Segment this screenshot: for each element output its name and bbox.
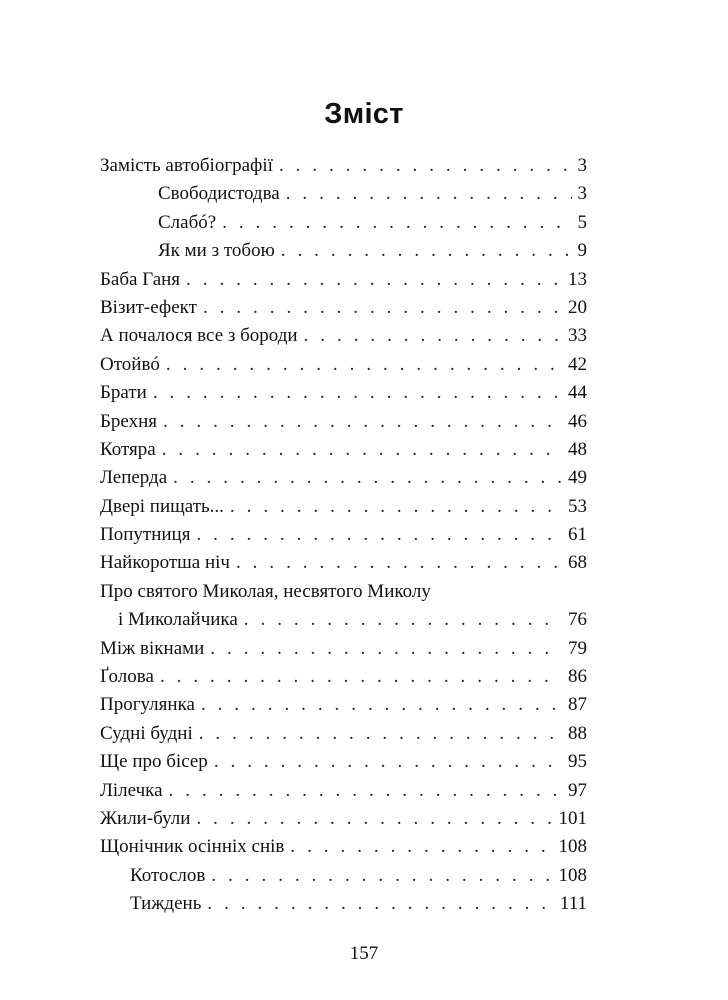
dot-leader [196,805,552,833]
toc-entry-title: Як ми з тобою [158,240,275,262]
toc-entry [100,663,587,691]
toc-entry-page: 5 [577,211,587,233]
toc-entry-page: 76 [568,609,587,631]
toc-entry-title: Леперда [100,467,168,489]
toc-entry [100,464,587,492]
toc-entry-page: 79 [568,637,587,659]
dot-leader [210,635,562,663]
dot-leader [281,237,572,265]
toc-entry-title: Прогулянка [100,694,195,716]
dot-leader [290,833,552,861]
toc-entry-page: 3 [577,183,587,205]
dot-leader [163,408,562,436]
toc-entry-title: Судні будні [100,722,193,744]
toc-entry-page: 61 [568,524,587,546]
toc-entry-page: 87 [568,694,587,716]
toc-entry-title: Баба Ганя [100,268,181,290]
toc-entry-title: Двері пищать... [100,495,224,517]
toc-entry-title: Найкоротша ніч [100,552,230,574]
toc-entry [100,351,587,379]
dot-leader [196,521,562,549]
dot-leader [286,180,572,208]
toc-entry-page: 9 [577,240,587,262]
toc-entry [100,209,587,237]
toc-entry-title: Візит-ефект [100,296,197,318]
toc-entry [100,805,587,833]
toc-entry [100,777,587,805]
dot-leader [279,152,572,180]
toc-entry-page: 108 [558,836,587,858]
dot-leader [211,862,552,890]
dot-leader [230,493,562,521]
toc-entry-page: 42 [568,353,587,375]
toc-entry [100,493,587,521]
dot-leader [186,266,562,294]
toc-entry [100,237,587,265]
dot-leader [244,606,562,634]
dot-leader [304,322,562,350]
dot-leader [236,549,562,577]
toc-entry-title: і Миколайчика [118,609,238,631]
toc-entry-title: Замість автобіографії [100,155,273,176]
toc-entry [100,266,587,294]
toc-entry [100,408,587,436]
toc-entry [100,578,587,606]
dot-leader [169,777,562,805]
toc-entry-title: Ґолова [100,666,154,688]
toc-entry-page: 101 [558,807,587,829]
toc-entry-page: 86 [568,666,587,688]
toc-entry-page: 44 [568,382,587,404]
toc-entry [100,691,587,719]
toc-entry [100,635,587,663]
toc-entry-title: Свободистодва [158,183,280,205]
toc-entry-title: Щонічник осінніх снів [100,836,285,858]
toc-entry [100,521,587,549]
toc-entry [100,549,587,577]
toc-entry-title: Брехня [100,410,157,432]
toc-entry [100,379,587,407]
toc-entry-page: 13 [568,268,587,290]
toc-entry-title: Слабó? [158,211,217,233]
toc-entry-title: Між вікнами [100,637,205,659]
toc-entry-title: Тиждень [130,893,202,915]
toc-entry-page: 53 [568,495,587,517]
dot-leader [162,436,562,464]
toc-entry [100,833,587,861]
toc-entry [100,720,587,748]
toc-entry-page: 3 [577,155,587,176]
toc-entry [100,436,587,464]
toc-entry [100,180,587,208]
toc-entry-page: 20 [568,296,587,318]
toc-entry [100,890,587,918]
toc-entry-page: 33 [568,325,587,347]
toc-entry [100,152,587,180]
dot-leader [173,464,562,492]
toc-entry-page: 95 [568,751,587,773]
page-number: 157 [349,943,379,964]
toc-entry-title: Котослов [130,864,206,886]
table-of-contents [100,152,587,919]
dot-leader [153,379,562,407]
toc-entry-title: Брати [100,382,147,404]
toc-entry-page: 68 [568,552,587,574]
dot-leader [199,720,562,748]
page-title: Зміст [324,98,404,130]
toc-entry [100,606,587,634]
toc-entry-title: А почалося все з бороди [100,325,298,347]
toc-entry-title: Ще про бісер [100,751,208,773]
toc-entry-title: Лілечка [100,779,163,801]
toc-entry-title: Котяра [100,438,156,460]
dot-leader [201,691,562,719]
dot-leader [160,663,562,691]
dot-leader [207,890,554,918]
dot-leader [166,351,562,379]
dot-leader [222,209,571,237]
toc-entry-page: 97 [568,779,587,801]
toc-entry-page: 88 [568,722,587,744]
toc-entry-title: Отойвó [100,353,160,375]
dot-leader [214,748,562,776]
toc-entry-page: 49 [568,467,587,489]
toc-entry [100,294,587,322]
toc-entry-page: 46 [568,410,587,432]
toc-entry-page: 108 [558,864,587,886]
toc-entry [100,748,587,776]
toc-entry-page: 48 [568,438,587,460]
toc-entry-title: Жили-були [100,807,191,829]
dot-leader [203,294,562,322]
toc-entry [100,322,587,350]
toc-entry [100,862,587,890]
toc-entry-title: Попутниця [100,524,191,546]
toc-entry-title: Про святого Миколая, несвятого Миколу [100,580,431,602]
toc-entry-page: 111 [559,893,587,915]
